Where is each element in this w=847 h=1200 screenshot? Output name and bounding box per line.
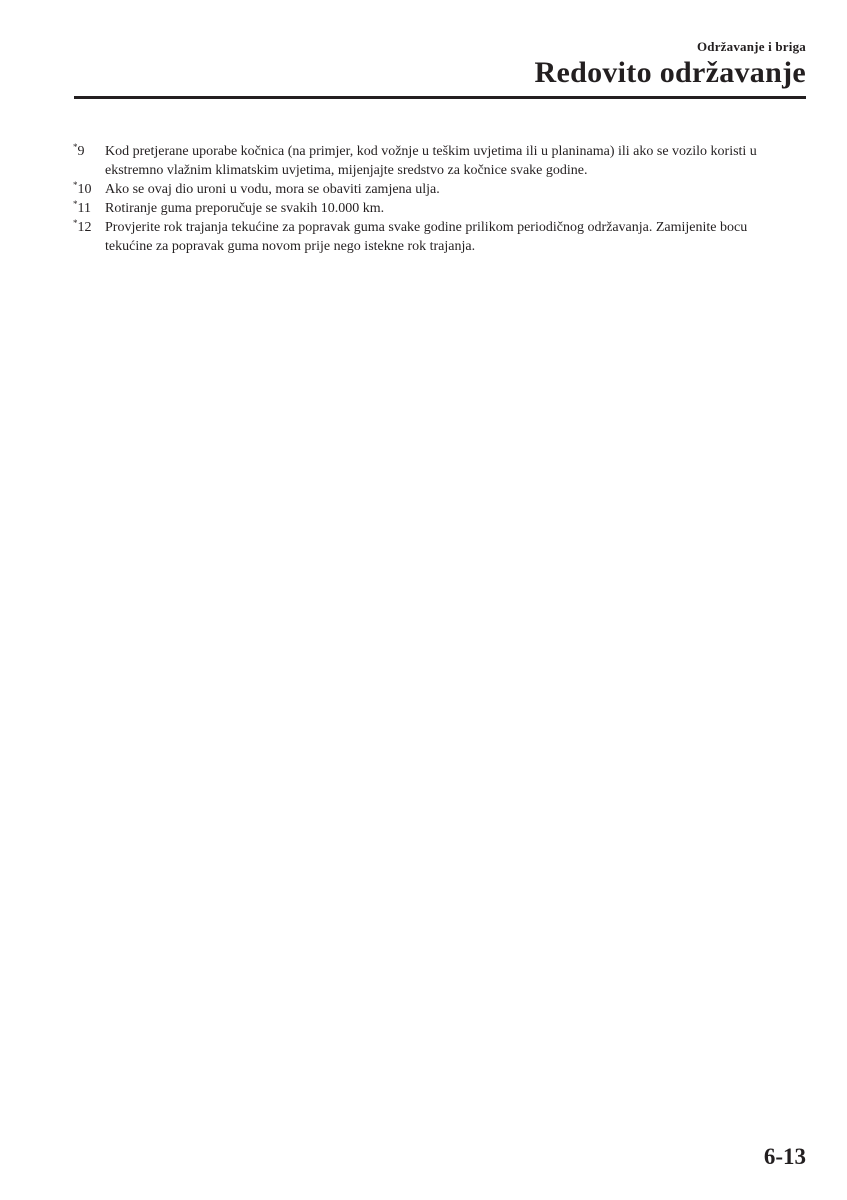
- footnote-item: [73, 142, 793, 180]
- page-number: 6-13: [763, 1144, 806, 1169]
- footnote-number: 11: [77, 201, 91, 216]
- footnote-marker: [73, 218, 105, 237]
- footnote-list: [73, 142, 793, 256]
- footnote-number: 9: [77, 144, 85, 159]
- footnote-text: Kod pretjerane uporabe kočnica (na primjer, kod vožnje u teškim uvjetima ili u planinama) ili ako se vozilo koristi u ekstremno vlažnim klimatskim uvjetima, mijenjajte sredstvo za kočnice svake godine.: [105, 144, 757, 178]
- footnote-number: 12: [77, 220, 92, 235]
- footnote-marker: [73, 142, 105, 161]
- section-label: Održavanje i briga: [696, 39, 806, 54]
- footnote-item: [73, 218, 793, 256]
- footnote-item: [73, 180, 793, 199]
- title-divider: [74, 96, 806, 99]
- footnote-text: Rotiranje guma preporučuje se svakih 10.000 km.: [105, 201, 385, 216]
- footnote-number: 10: [77, 182, 92, 197]
- footnote-asterisk: *: [73, 199, 78, 209]
- page-title: Redovito održavanje: [534, 56, 806, 89]
- footnote-text: Provjerite rok trajanja tekućine za popravak guma svake godine prilikom periodičnog održavanja. Zamijenite bocu tekućine za popravak guma novom prije nego istekne rok trajanja.: [105, 220, 748, 254]
- footnote-item: [73, 199, 793, 218]
- footnote-asterisk: *: [73, 180, 78, 190]
- footnote-text: Ako se ovaj dio uroni u vodu, mora se obaviti zamjena ulja.: [105, 182, 440, 197]
- footnote-asterisk: *: [73, 142, 78, 152]
- footnote-marker: [73, 199, 105, 218]
- footnote-marker: [73, 180, 105, 199]
- footnote-asterisk: *: [73, 218, 78, 228]
